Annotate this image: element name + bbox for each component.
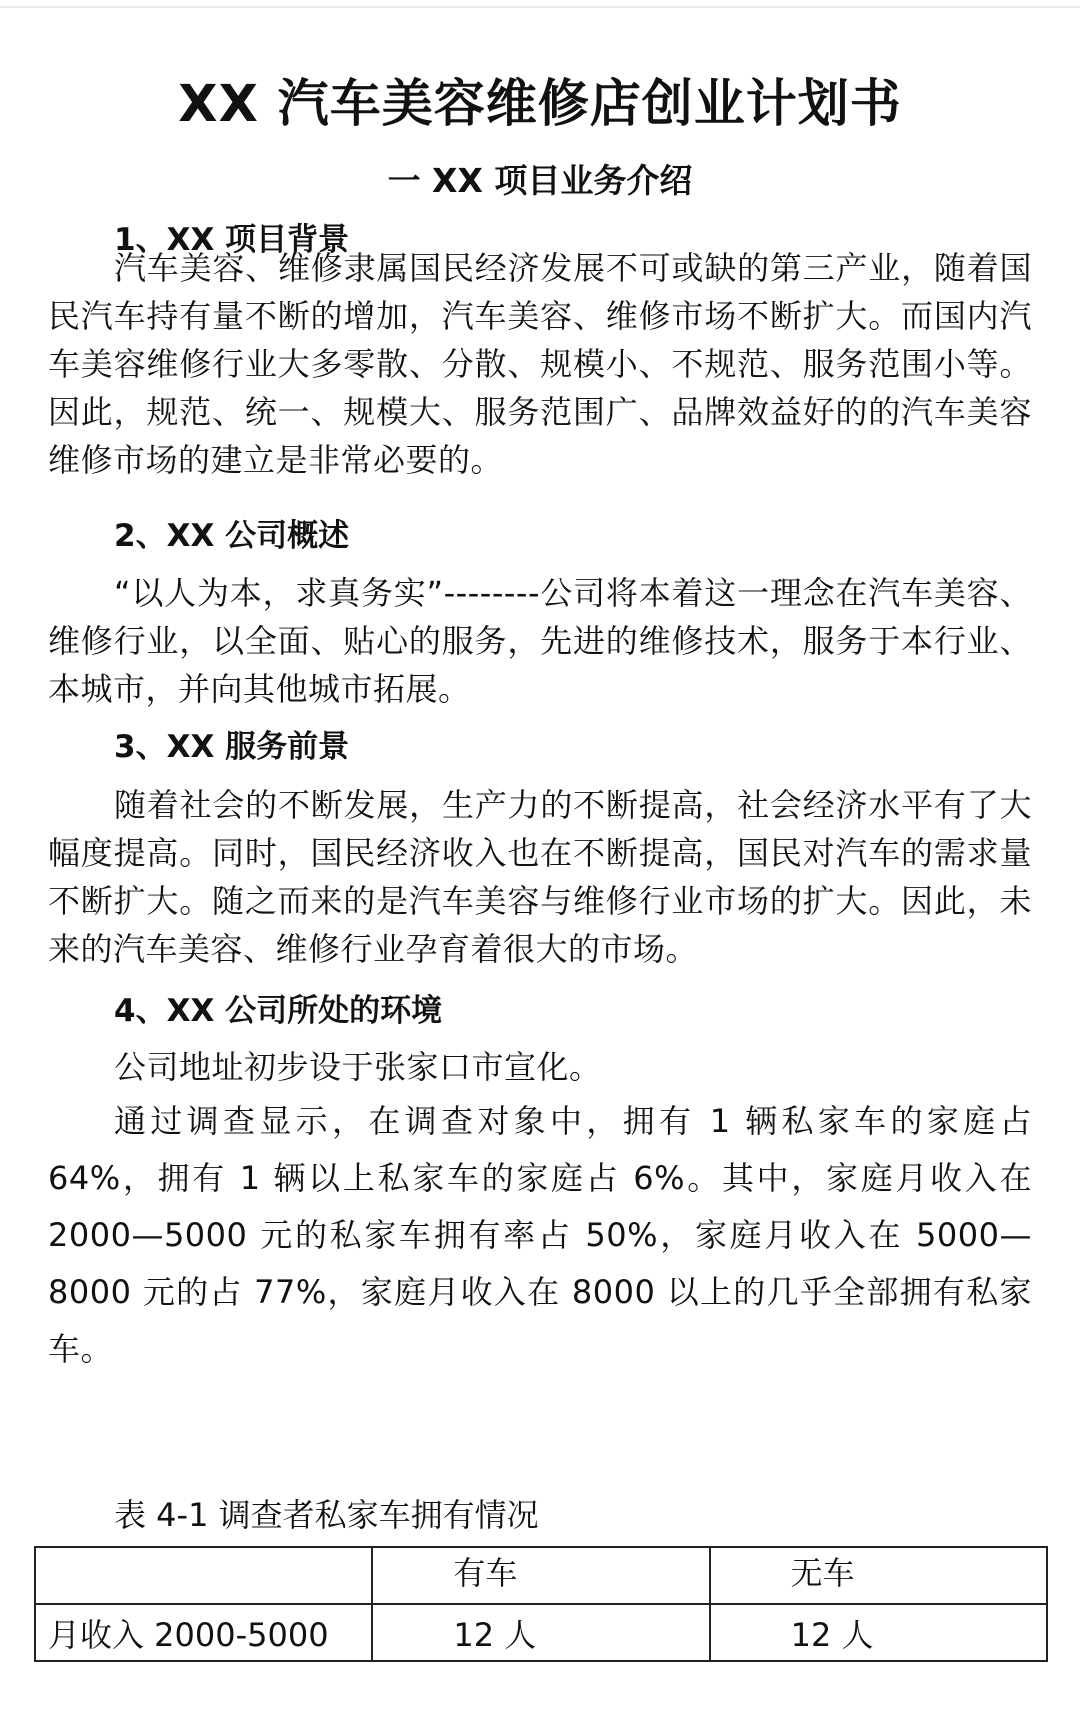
table-caption: 表 4-1 调查者私家车拥有情况 [114, 1496, 539, 1534]
section-1-paragraph: 汽车美容、维修隶属国民经济发展不可或缺的第三产业，随着国民汽车持有量不断的增加，汽车美容、维修市场不断扩大。而国内汽车美容维修行业大多零散、分散、规模小、不规范、服务范围小等。因此，规范、统一、规模大、服务范围广、品牌效益好的的汽车美容维修市场的建立是非常必要的。 [48, 249, 1032, 479]
table-row [35, 1604, 1047, 1661]
section-heading-2: 2、XX 公司概述 [114, 518, 350, 554]
car-ownership-table [34, 1546, 1048, 1662]
section-heading-4: 4、XX 公司所处的环境 [114, 993, 443, 1029]
table-cell: 12 人 [710, 1604, 1047, 1661]
section-3-paragraph: 随着社会的不断发展，生产力的不断提高，社会经济水平有了大幅度提高。同时，国民经济收入也在不断提高，国民对汽车的需求量不断扩大。随之而来的是汽车美容与维修行业市场的扩大。因此，未来的汽车美容、维修行业孕育着很大的市场。 [48, 786, 1032, 968]
table-header-row [35, 1547, 1047, 1604]
top-divider [0, 6, 1080, 8]
table-header-cell: 无车 [710, 1547, 1047, 1604]
table-cell: 12 人 [372, 1604, 709, 1661]
section-heading-1: 1、XX 项目背景 [114, 222, 350, 258]
table-header-cell [35, 1547, 372, 1604]
table-header-cell: 有车 [372, 1547, 709, 1604]
chapter-heading: 一 XX 项目业务介绍 [387, 161, 693, 200]
section-heading-3: 3、XX 服务前景 [114, 729, 350, 765]
section-4-paragraph-1: 公司地址初步设于张家口市宣化。 [114, 1048, 602, 1086]
document-title: XX 汽车美容维修店创业计划书 [178, 75, 902, 134]
section-4-paragraph-2: 通过调查显示，在调查对象中，拥有 1 辆私家车的家庭占 64%，拥有 1 辆以上私家车的家庭占 6%。其中，家庭月收入在 2000—5000 元的私家车拥有率占 50%，家庭月收入在 5000—8000 元的占 77%，家庭月收入在 8000 以上的几乎全部拥有私家车。 [48, 1102, 1032, 1368]
section-2-paragraph: “以人为本，求真务实”--------公司将本着这一理念在汽车美容、维修行业，以全面、贴心的服务，先进的维修技术，服务于本行业、本城市，并向其他城市拓展。 [48, 574, 1032, 708]
table-cell: 月收入 2000-5000 [35, 1604, 372, 1661]
